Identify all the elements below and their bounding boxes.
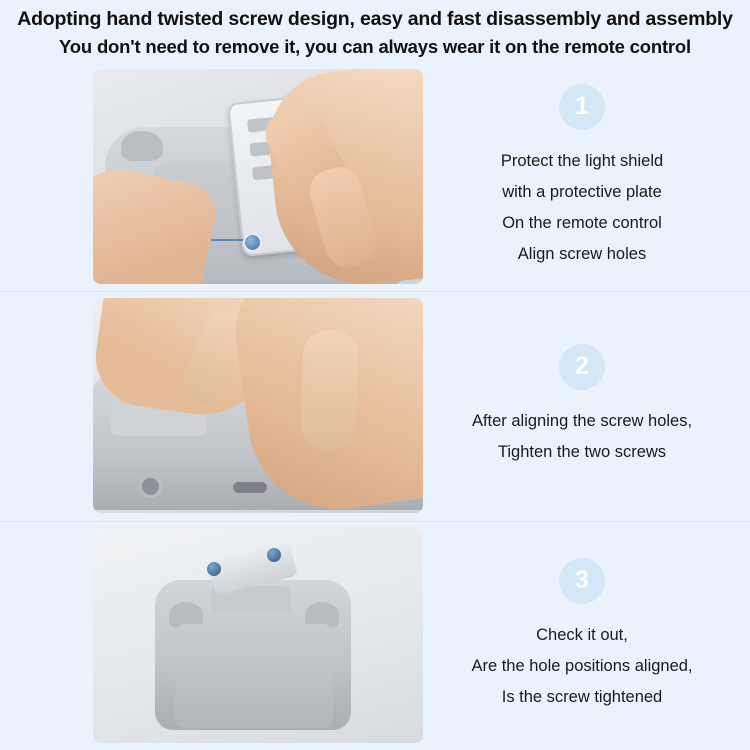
thumb-screw [267,548,281,562]
step-3-photo [93,528,423,743]
step-1-caption-line: Protect the light shield [500,151,664,170]
step-2-caption-line: Tighten the two screws [497,442,667,461]
step-1-photo-wrap [86,69,430,284]
step-section-1 [0,62,750,291]
step-section-2 [0,291,750,520]
step-1-text [430,84,750,270]
step-3-text [430,558,750,713]
controller-screen [175,624,333,728]
headline-block [0,0,750,62]
step-number-badge-2: 2 [559,344,605,390]
controller-knob-left [121,131,163,161]
step-1-caption-line: On the remote control [502,213,662,232]
side-hole [139,475,162,498]
step-3-caption-line: Are the hole positions aligned, [471,656,693,675]
step-1-caption-line: Align screw holes [517,244,647,263]
step-1-caption-line: with a protective plate [502,182,662,201]
step-number-badge-3: 3 [559,558,605,604]
step-2-photo [93,298,423,513]
alignment-indicator-line [211,239,247,241]
finger [304,162,382,272]
step-3-caption-line: Check it out, [536,625,628,644]
remote-controller-body [155,580,351,730]
steps-container [0,62,750,750]
step-1-photo [93,69,423,284]
thumb-screw [207,562,221,576]
finger [300,329,360,451]
step-2-caption-line: After aligning the screw holes, [471,411,693,430]
usb-port [233,482,267,493]
headline-line-1: Adopting hand twisted screw design, easy and fast disassembly and assembly [17,8,733,30]
headline-line-2: You don't need to remove it, you can always wear it on the remote control [59,36,691,57]
step-3-caption-line: Is the screw tightened [501,687,663,706]
step-2-text [430,344,750,468]
step-section-3 [0,521,750,750]
step-number-badge-1: 1 [559,84,605,130]
step-2-photo-wrap [86,298,430,513]
step-3-photo-wrap [86,528,430,743]
